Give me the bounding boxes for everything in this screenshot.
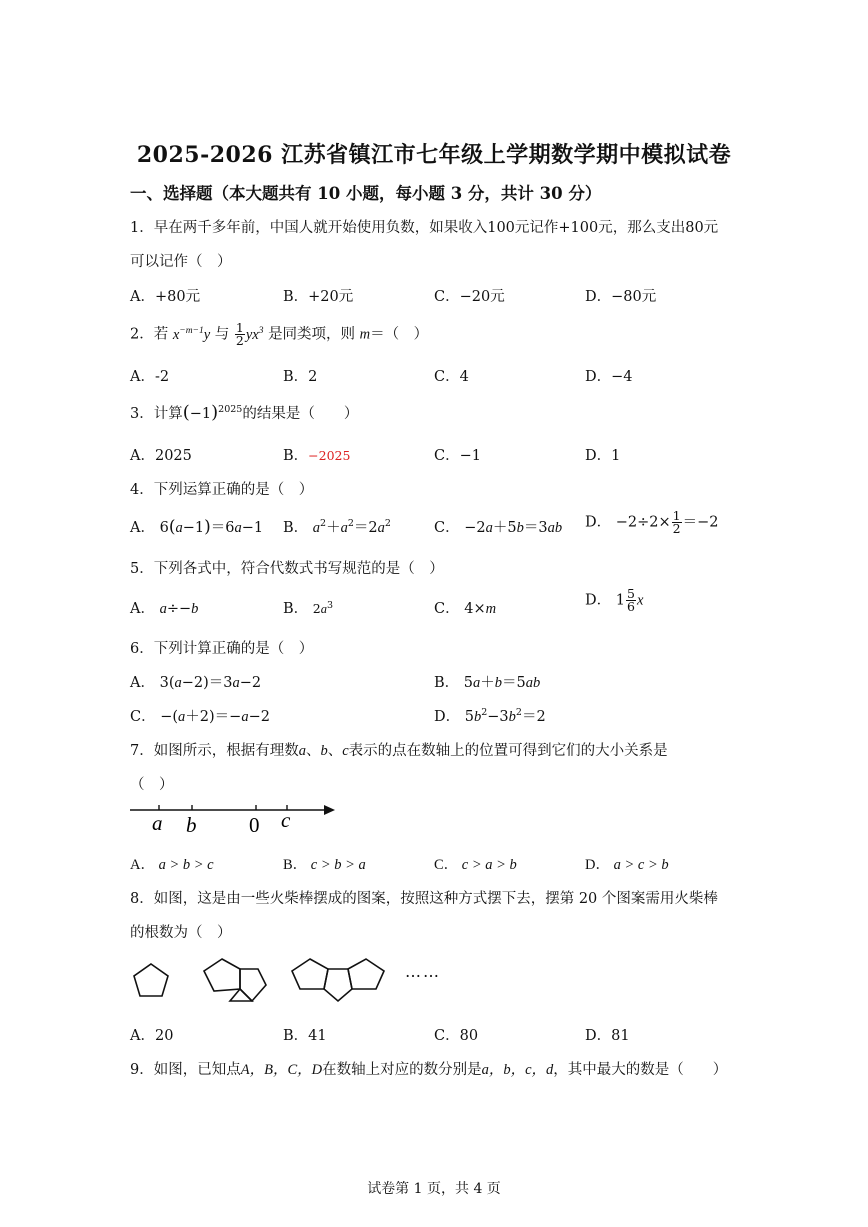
q3-option-b-value: −2025 <box>308 448 351 463</box>
q2-stem-part2: 与 <box>214 326 230 343</box>
q4-option-d-label: D． <box>585 514 612 531</box>
q2-fraction-half: $\frac{1}{2}$ <box>235 320 244 348</box>
q6-option-d: D． $5b^2-3b^2=2$ <box>434 707 546 725</box>
q4-option-c: C． −2a＋5b＝3ab <box>434 520 563 536</box>
q5-option-b-label: B． <box>283 601 309 617</box>
q8-pentagon-figure-2 <box>200 955 272 1007</box>
q4-option-a-label: A． <box>130 520 155 536</box>
q5-option-a-label: A． <box>130 601 155 617</box>
q7-var-b: b <box>320 743 328 759</box>
q6-stem: 6．下列计算正确的是（ ） <box>130 641 314 657</box>
q2-stem-part3: 是同类项，则 <box>268 326 356 343</box>
q2-stem <box>130 322 428 347</box>
q7-var-a: a <box>298 743 306 759</box>
q2-option-c: C．4 <box>434 369 469 385</box>
q1-option-d: D．−80元 <box>585 289 657 305</box>
q2-stem-part4: ＝（ ） <box>370 326 429 343</box>
q6-option-c-label: C． <box>130 709 156 725</box>
q8-stem-line1: 8．如图，这是由一些火柴棒摆成的图案，按照这种方式摆下去，摆第 20 个图案需用火柴棒 <box>130 891 718 907</box>
q7-axis-label-c: c <box>281 808 291 832</box>
q5-option-d-label: D． <box>585 592 612 609</box>
q9-points: A，B，C，D <box>240 1062 323 1078</box>
q7-number-line <box>128 796 340 836</box>
q7-option-d-text: a > c > b <box>613 857 669 873</box>
q7-axis-label-b: b <box>186 813 197 837</box>
q7-option-c-text: c > a > b <box>461 857 517 873</box>
q6-option-d-label: D． <box>434 709 461 725</box>
q4-option-d: D． −2÷2× $\frac{1}{2}$ ＝−2 <box>585 508 719 536</box>
q8-pentagon-figure-3 <box>288 955 388 1007</box>
q7-option-d <box>585 853 669 874</box>
section-heading: 一、选择题（本大题共有 10 小题，每小题 3 分，共计 30 分） <box>130 184 602 203</box>
q4-option-b: B． $a^2+a^2=2a^2$ <box>283 518 391 536</box>
q8-option-c: C．80 <box>434 1028 479 1044</box>
q5-option-a: A． a÷−b <box>130 601 199 617</box>
q3-option-b-label: B． <box>283 448 309 464</box>
q7-option-b-label: B． <box>283 857 308 873</box>
q5-option-b: B． $2a^3$ <box>283 599 334 617</box>
q8-pentagon-figure-1 <box>130 960 172 1000</box>
q7-stem-part4: 表示的点在数轴上的位置可得到它们的大小关系是 <box>348 743 668 759</box>
q3-stem-part2: 的结果是（ ） <box>242 406 359 422</box>
q5-fraction-five-sixths: $\frac{5}{6}$ <box>626 586 635 614</box>
q7-option-b <box>283 853 366 874</box>
q2-option-b: B．2 <box>283 369 318 385</box>
q9-stem-part3: ，其中最大的数是（ ） <box>553 1062 728 1078</box>
q4-option-c-label: C． <box>434 520 460 536</box>
q7-option-a <box>130 853 214 874</box>
q7-stem-line1 <box>130 739 668 760</box>
q7-var-c: c <box>342 743 349 759</box>
q3-option-a: A．2025 <box>130 448 192 464</box>
q5-stem: 5．下列各式中，符合代数式书写规范的是（ ） <box>130 561 444 577</box>
q7-option-c <box>434 853 517 874</box>
q6-option-a-label: A． <box>130 675 155 691</box>
q7-stem-part2: 、 <box>305 743 321 759</box>
q6-option-c: C． −(a＋2)＝−a−2 <box>130 709 270 725</box>
q3-expression: $(-1)^{2025}$ <box>182 402 243 423</box>
q5-option-c-label: C． <box>434 601 460 617</box>
q2-var-m: m <box>359 326 371 343</box>
q9-vars: a，b，c，d <box>481 1062 554 1078</box>
q1-stem-line1: 1．早在两千多年前，中国人就开始使用负数，如果收入100元记作+100元，那么支出80元 <box>130 220 719 236</box>
q5-option-d: D． 1 $\frac{5}{6}$ x <box>585 586 644 614</box>
q1-option-a: A．+80元 <box>130 289 201 305</box>
q3-option-b <box>283 444 350 465</box>
q2-option-a: A．-2 <box>130 369 170 385</box>
q5-option-c: C． 4×m <box>434 601 497 617</box>
q8-continuation-dots: …… <box>405 962 441 981</box>
q7-stem-part3: 、 <box>327 743 343 759</box>
q3-stem <box>130 402 358 423</box>
q2-option-d: D．−4 <box>585 369 633 385</box>
q8-stem-line2: 的根数为（ ） <box>130 925 232 941</box>
q6-option-b-label: B． <box>434 675 460 691</box>
q8-option-b: B．41 <box>283 1028 327 1044</box>
q7-option-a-label: A． <box>130 857 155 873</box>
q9-stem-part1: 9．如图，已知点 <box>130 1062 241 1078</box>
q7-axis-label-0: 0 <box>249 813 260 837</box>
q7-option-d-label: D． <box>585 857 610 873</box>
q2-term2: $yx^3$ <box>245 325 264 343</box>
q7-axis-label-a: a <box>152 811 163 835</box>
q9-stem <box>130 1058 727 1079</box>
q7-axis-arrow <box>324 805 335 815</box>
q7-option-b-text: c > b > a <box>310 857 366 873</box>
q6-option-a: A． 3(a−2)＝3a−2 <box>130 675 262 691</box>
q1-option-b: B．+20元 <box>283 289 354 305</box>
q3-stem-part1: 3．计算 <box>130 406 183 422</box>
q6-option-b: B． 5a＋b＝5ab <box>434 675 541 691</box>
q8-option-a: A．20 <box>130 1028 174 1044</box>
q3-option-d: D．1 <box>585 448 621 464</box>
q7-option-c-label: C． <box>434 857 459 873</box>
q4-option-b-label: B． <box>283 520 309 536</box>
q7-stem-line2: （ ） <box>130 777 174 793</box>
q4-option-a: A． 6(a−1)＝6a−1 <box>130 517 264 537</box>
page-footer: 试卷第 1 页，共 4 页 <box>367 1181 501 1197</box>
q9-stem-part2: 在数轴上对应的数分别是 <box>322 1062 482 1078</box>
q3-option-c: C．−1 <box>434 448 481 464</box>
q8-option-d: D．81 <box>585 1028 630 1044</box>
q4-fraction-half: $\frac{1}{2}$ <box>672 508 681 536</box>
q7-option-a-text: a > b > c <box>158 857 214 873</box>
q1-stem-line2: 可以记作（ ） <box>130 254 232 270</box>
q4-stem: 4．下列运算正确的是（ ） <box>130 482 314 498</box>
exam-title: 2025-2026 江苏省镇江市七年级上学期数学期中模拟试卷 <box>136 142 732 168</box>
q2-stem-part1: 2．若 <box>130 326 169 343</box>
q2-term1: $x^{-m-1}y$ <box>172 325 211 343</box>
q1-option-c: C．−20元 <box>434 289 505 305</box>
q7-stem-part1: 7．如图所示，根据有理数 <box>130 743 299 759</box>
